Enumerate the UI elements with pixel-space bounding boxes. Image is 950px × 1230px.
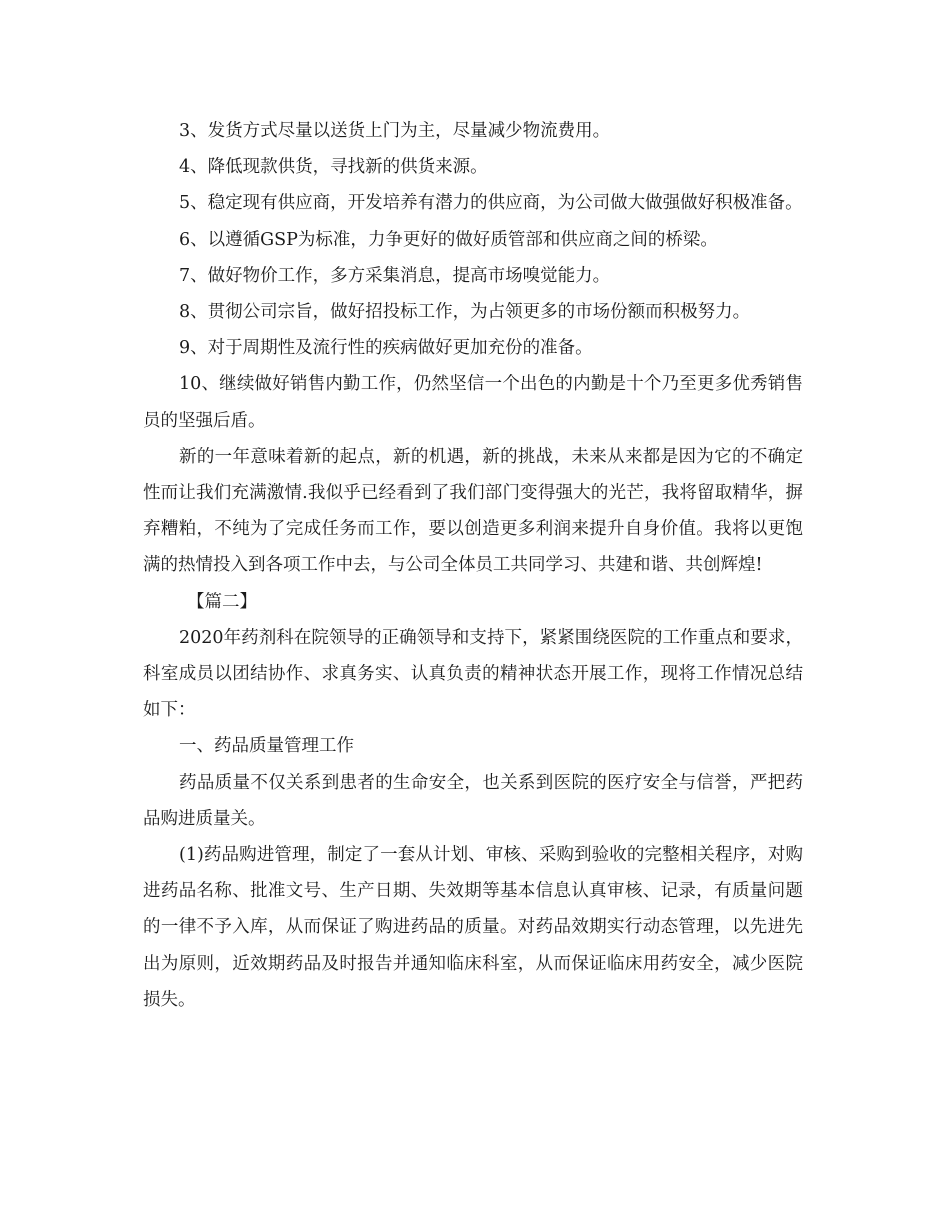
subsection-heading: 一、药品质量管理工作: [179, 736, 354, 757]
list-item-8: 8、贯彻公司宗旨，做好招投标工作，为占领更多的市场份额而积极努力。: [179, 302, 751, 323]
list-item-5: 5、稳定现有供应商，开发培养有潜力的供应商，为公司做大做强做好积极准备。: [179, 193, 803, 214]
list-item-4: 4、降低现款供货，寻找新的供货来源。: [179, 157, 488, 178]
document-body: [143, 113, 803, 1018]
closing-paragraph: 新的一年意味着新的起点，新的机遇，新的挑战，未来从来都是因为它的不确定性而让我们充满激情.我似乎已经看到了我们部门变得强大的光芒，我将留取精华，摒弃糟粕，不纯为了完成任务而工作，要以创造更多利润来提升自身价值。我将以更饱满的热情投入到各项工作中去，与公司全体员工共同学习、共建和谐、共创辉煌!: [143, 446, 803, 576]
list-item-3: 3、发货方式尽量以送货上门为主，尽量减少物流费用。: [179, 121, 611, 141]
list-item-7: 7、做好物价工作，多方采集消息，提高市场嗅觉能力。: [179, 265, 611, 286]
list-item-9: 9、对于周期性及流行性的疾病做好更加充份的准备。: [179, 338, 593, 359]
section-title-part-two: 【篇二】: [187, 591, 257, 612]
intro-paragraph: 2020年药剂科在院领导的正确领导和支持下，紧紧围绕医院的工作重点和要求，科室成员以团结协作、求真务实、认真负责的精神状态开展工作，现将工作情况总结如下：: [143, 627, 803, 721]
body-paragraph: 药品质量不仅关系到患者的生命安全，也关系到医院的医疗安全与信誉，严把药品购进质量关。: [143, 772, 803, 829]
list-item-10: 10、继续做好销售内勤工作，仍然坚信一个出色的内勤是十个乃至更多优秀销售员的坚强后盾。: [143, 374, 803, 431]
body-paragraph-procurement: (1)药品购进管理，制定了一套从计划、审核、采购到验收的完整相关程序，对购进药品名称、批准文号、生产日期、失效期等基本信息认真审核、记录，有质量问题的一律不予入库，从而保证了购进药品的质量。对药品效期实行动态管理，以先进先出为原则，近效期药品及时报告并通知临床科室，从而保证临床用药安全，减少医院损失。: [143, 845, 803, 1010]
list-item-6: 6、以遵循GSP为标准，力争更好的做好质管部和供应商之间的桥梁。: [179, 229, 718, 250]
